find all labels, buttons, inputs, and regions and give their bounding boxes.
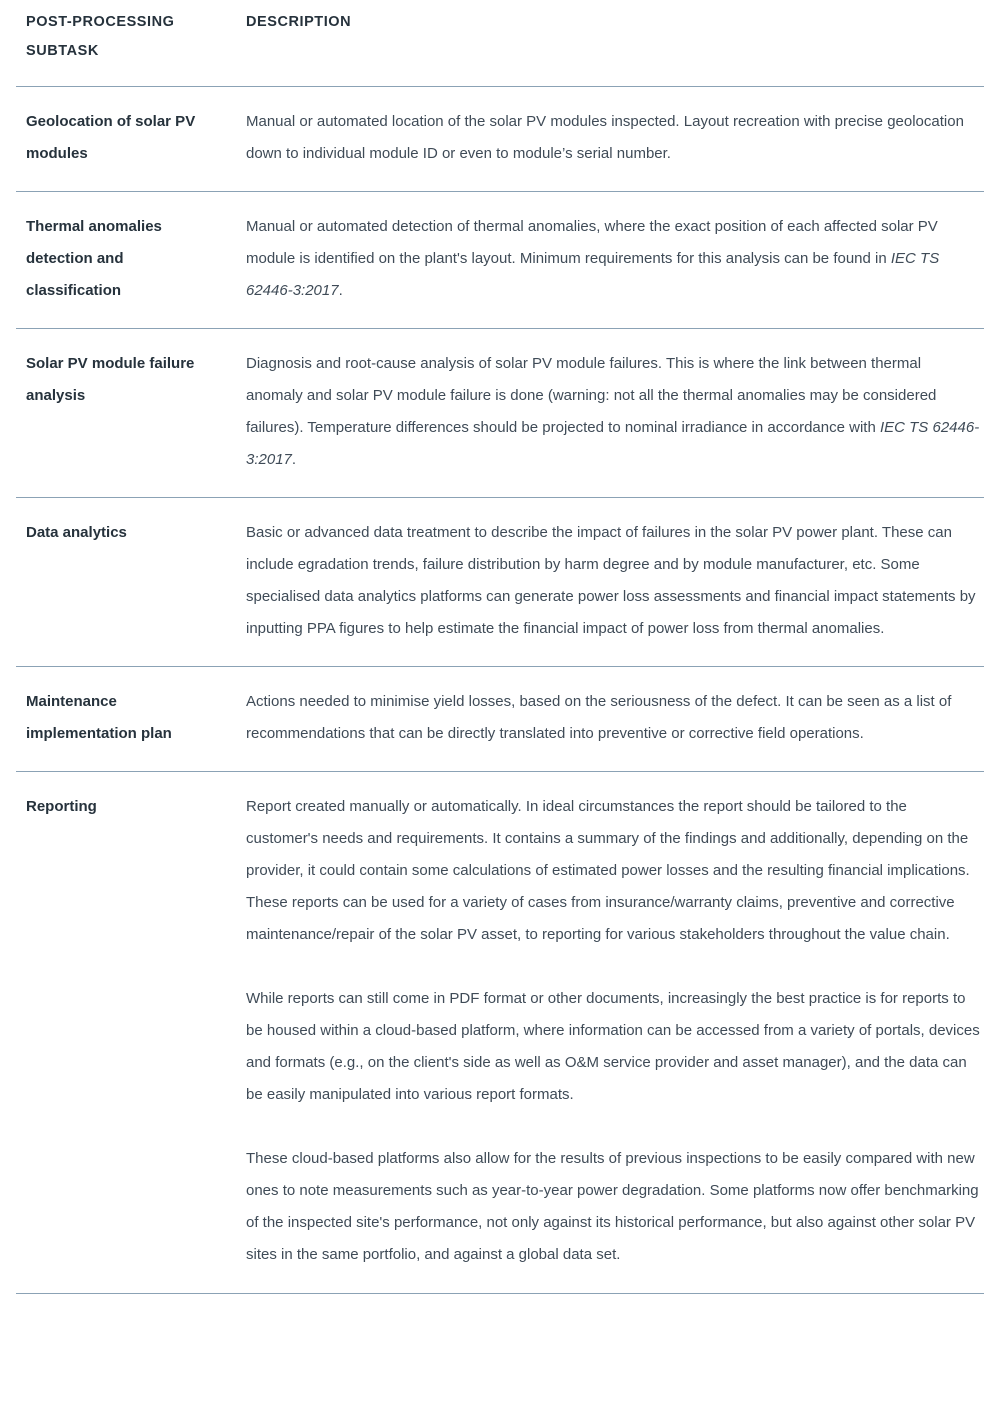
text-run: Report created manually or automatically. In ideal circumstances the report should be tailored to the customer's needs and requirements. It contains a summary of the findings and additionally, depending on the provider, it could contain some calculations of estimated power losses and the resulting financial implications. These reports can be used for a variety of cases from insurance/warranty claims, preventive and corrective maintenance/repair of the solar PV asset, to reporting for various stakeholders throughout the value chain. — [246, 798, 970, 943]
description-paragraph — [246, 686, 980, 750]
description-paragraph — [246, 106, 980, 170]
standard-reference-italic: IEC TS 62446-3:2017 — [246, 419, 980, 468]
subtask-cell: Maintenance implementation plan — [16, 667, 228, 772]
text-run: . — [338, 282, 343, 299]
table-header-row — [16, 0, 984, 87]
table-row — [16, 192, 984, 329]
subtask-cell: Thermal anomalies detection and classification — [16, 192, 228, 329]
text-run: . — [291, 451, 297, 468]
post-processing-subtask-table — [16, 0, 984, 1294]
description-paragraph — [246, 791, 980, 951]
column-header-post-processing-subtask: POST-PROCESSING SUBTASK — [26, 14, 175, 59]
table-header — [16, 0, 984, 87]
description-paragraph — [246, 348, 980, 476]
description-cell — [228, 329, 984, 498]
text-run: Diagnosis and root-cause analysis of solar PV module failures. This is where the link between thermal anomaly and solar PV module failure is done (warning: not all the thermal anomalies may be considered failures). Temperature differences should be projected to nominal irradiance in accordance with — [246, 355, 937, 436]
text-run: Manual or automated location of the solar PV modules inspected. Layout recreation with precise geolocation down to individual module ID or even to module’s serial number. — [246, 113, 964, 162]
text-run: While reports can still come in PDF format or other documents, increasingly the best practice is for reports to be housed within a cloud-based platform, where information can be accessed from a variety of portals, devices and formats (e.g., on the client's side as well as O&M service provider and asset manager), and the data can be easily manipulated into various report formats. — [246, 990, 980, 1103]
subtask-cell: Solar PV module failure analysis — [16, 329, 228, 498]
description-paragraph — [246, 983, 980, 1111]
description-paragraph — [246, 211, 980, 307]
description-cell — [228, 87, 984, 192]
table-row — [16, 329, 984, 498]
description-paragraph — [246, 517, 980, 645]
description-cell — [228, 498, 984, 667]
table-row — [16, 667, 984, 772]
table-row — [16, 772, 984, 1294]
text-run: Actions needed to minimise yield losses, based on the seriousness of the defect. It can be seen as a list of recommendations that can be directly translated into preventive or corrective field operations. — [246, 693, 952, 742]
subtask-cell: Geolocation of solar PV modules — [16, 87, 228, 192]
subtask-cell: Data analytics — [16, 498, 228, 667]
text-run: Basic or advanced data treatment to describe the impact of failures in the solar PV power plant. These can include egradation trends, failure distribution by harm degree and by module manufacturer, etc. Some specialised data analytics platforms can generate power loss assessments and financial impact statements by inputting PPA figures to help estimate the financial impact of power loss from thermal anomalies. — [246, 524, 976, 637]
description-paragraph — [246, 1143, 980, 1271]
table-body — [16, 87, 984, 1294]
description-cell — [228, 772, 984, 1294]
column-header-description: DESCRIPTION — [246, 14, 352, 30]
text-run: Manual or automated detection of thermal anomalies, where the exact position of each affected solar PV module is identified on the plant's layout. Minimum requirements for this analysis can be found in — [246, 218, 938, 267]
description-cell — [228, 192, 984, 329]
text-run: These cloud-based platforms also allow for the results of previous inspections to be easily compared with new ones to note measurements such as year-to-year power degradation. Some platforms now offer benchmarking of the inspected site's performance, not only against its historical performance, but also against other solar PV sites in the same portfolio, and against a global data set. — [246, 1150, 979, 1263]
description-cell — [228, 667, 984, 772]
subtask-cell: Reporting — [16, 772, 228, 1294]
table-row — [16, 87, 984, 192]
standard-reference-italic: IEC TS 62446-3:2017 — [246, 250, 940, 299]
table-row — [16, 498, 984, 667]
